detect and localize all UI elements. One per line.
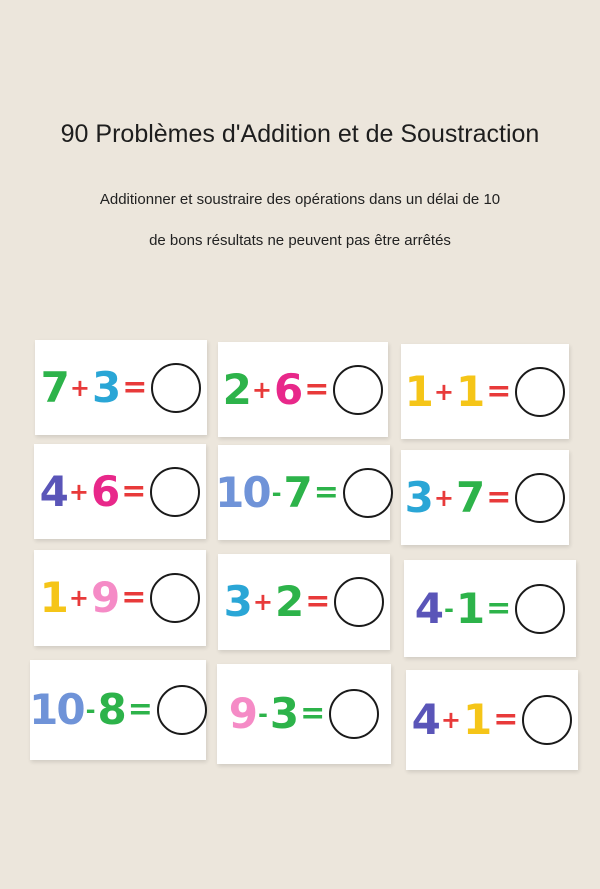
answer-circle bbox=[334, 577, 384, 627]
operator: + bbox=[252, 588, 273, 616]
operand-b: 3 bbox=[91, 362, 120, 412]
answer-circle bbox=[151, 363, 201, 413]
equals-sign: = bbox=[486, 373, 512, 409]
operand-a: 4 bbox=[411, 695, 439, 744]
operand-a: 9 bbox=[228, 689, 256, 738]
operator: + bbox=[433, 483, 454, 512]
operand-b: 6 bbox=[90, 466, 119, 516]
operand-a: 10 bbox=[215, 467, 270, 517]
subtitle-line-2: de bons résultats ne peuvent pas être arrêtés bbox=[149, 232, 451, 249]
equals-sign: = bbox=[122, 369, 148, 405]
math-card-8 bbox=[218, 554, 390, 650]
operator: + bbox=[440, 706, 461, 734]
answer-circle bbox=[150, 573, 200, 623]
math-card-3 bbox=[401, 344, 569, 439]
equals-sign: = bbox=[305, 584, 331, 619]
operand-b: 1 bbox=[455, 583, 484, 633]
operand-a: 3 bbox=[404, 472, 432, 522]
operand-b: 7 bbox=[283, 467, 311, 517]
equals-sign: = bbox=[121, 473, 147, 509]
answer-circle bbox=[515, 473, 565, 523]
answer-circle bbox=[157, 685, 207, 735]
operand-b: 1 bbox=[455, 366, 484, 416]
operand-b: 2 bbox=[274, 577, 303, 626]
equals-sign: = bbox=[127, 692, 153, 727]
answer-circle bbox=[343, 468, 393, 518]
operator: + bbox=[251, 375, 272, 404]
operand-a: 2 bbox=[222, 364, 250, 414]
math-card-5 bbox=[215, 445, 390, 540]
operand-a: 10 bbox=[29, 685, 84, 734]
math-card-2 bbox=[218, 342, 388, 437]
answer-circle bbox=[515, 584, 565, 634]
answer-circle bbox=[515, 367, 565, 417]
math-card-4 bbox=[34, 444, 206, 539]
operand-a: 7 bbox=[40, 362, 68, 412]
operator: - bbox=[85, 696, 96, 724]
equals-sign: = bbox=[313, 474, 339, 510]
operator: + bbox=[433, 377, 454, 406]
operator: + bbox=[69, 373, 90, 402]
math-card-7 bbox=[34, 550, 206, 646]
math-card-1 bbox=[35, 340, 207, 435]
operand-a: 4 bbox=[414, 583, 442, 633]
operand-b: 3 bbox=[269, 689, 298, 738]
operand-b: 7 bbox=[455, 472, 484, 522]
operator: + bbox=[68, 477, 89, 506]
equals-sign: = bbox=[493, 702, 519, 737]
subtitle-line-1: Additionner et soustraire des opérations dans un délai de 10 bbox=[99, 191, 501, 208]
math-card-6 bbox=[401, 450, 569, 545]
operand-a: 1 bbox=[404, 366, 432, 416]
operator: - bbox=[271, 478, 282, 507]
operand-a: 4 bbox=[39, 466, 67, 516]
equals-sign: = bbox=[121, 580, 147, 615]
answer-circle bbox=[333, 365, 383, 415]
answer-circle bbox=[522, 695, 572, 745]
operand-b: 6 bbox=[273, 364, 302, 414]
answer-circle bbox=[150, 467, 200, 517]
math-card-9 bbox=[404, 560, 576, 657]
operator: - bbox=[257, 700, 268, 728]
page-title: 90 Problèmes d'Addition et de Soustraction bbox=[60, 120, 540, 148]
answer-circle bbox=[329, 689, 379, 739]
math-card-12 bbox=[406, 670, 578, 770]
operand-a: 3 bbox=[223, 577, 251, 626]
operand-b: 8 bbox=[97, 685, 125, 734]
operator: - bbox=[443, 594, 454, 623]
equals-sign: = bbox=[486, 479, 512, 515]
operand-b: 1 bbox=[462, 695, 491, 744]
operand-a: 1 bbox=[39, 573, 67, 622]
equals-sign: = bbox=[304, 371, 330, 407]
operator: + bbox=[68, 584, 89, 612]
equals-sign: = bbox=[300, 696, 326, 731]
equals-sign: = bbox=[486, 590, 512, 626]
math-card-10 bbox=[30, 660, 206, 760]
math-card-11 bbox=[217, 664, 391, 764]
operand-b: 9 bbox=[90, 573, 119, 622]
